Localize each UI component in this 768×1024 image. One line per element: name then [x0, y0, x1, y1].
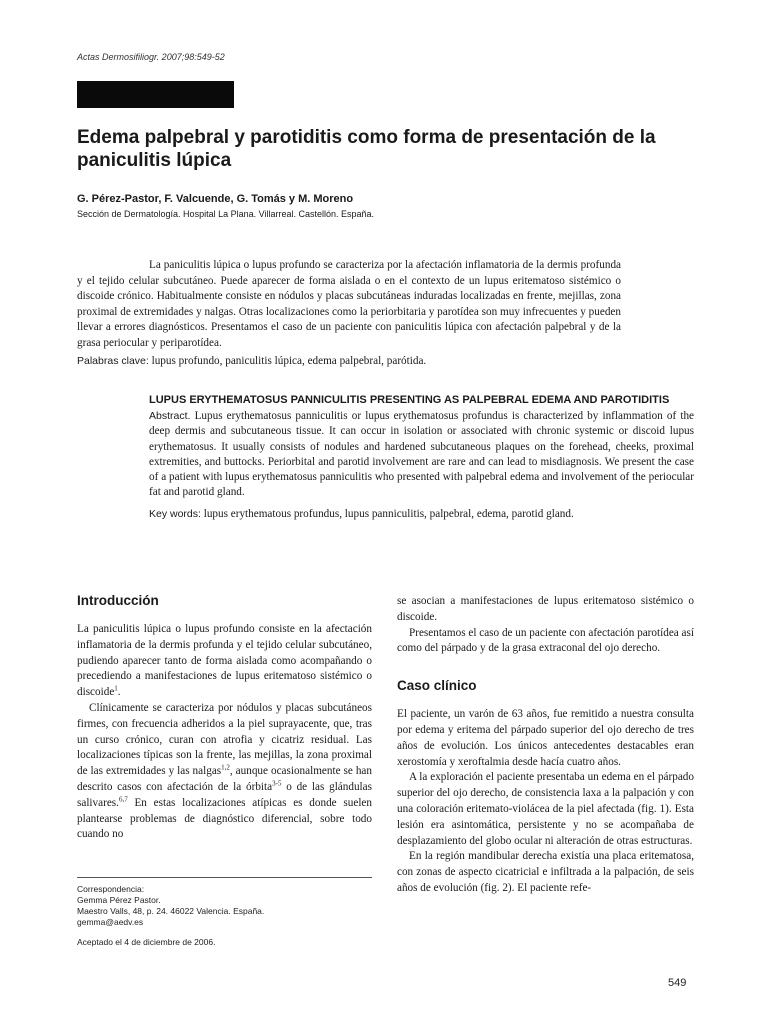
article-title: Edema palpebral y parotiditis como forma de presentación de la paniculitis lúpica	[77, 127, 656, 171]
key-words-label: Key words:	[149, 507, 201, 520]
intro-paragraph-2: Clínicamente se caracteriza por nódulos y placas subcutáneos firmes, con frecuencia adheridos a la piel suprayacente, que, tras un curso crónico, curan con atrofia y cicatriz residual. Las localizaciones típicas son la frente, las mejillas, la zona proximal de las extremidades y las nalgas$^{1,2}$, aunque ocasionalmente se han descrito casos con afectación de la órbita$^{3-5}$ o de las glándulas salivares.$^{6,7}$ En estas localizaciones atípicas es donde suelen plantearse problemas de diagnóstico diferencial, sobre todo cuando no	[77, 701, 372, 841]
section-banner	[77, 81, 234, 108]
correspondence-label: Correspondencia:	[77, 884, 145, 894]
page-number: 549	[668, 977, 687, 989]
footnote-divider	[77, 877, 372, 878]
intro-continuation: se asocian a manifestaciones de lupus eritematoso sistémico o discoide.	[397, 595, 694, 623]
ref-sup: 3-5	[272, 779, 282, 788]
case-paragraph-1: El paciente, un varón de 63 años, fue remitido a nuestra consulta por edema y eritema del párpado superior del ojo derecho de tres años de evolución. Los únicos antecedentes destacables eran xerostomía y xeroftalmia desde hacía cuatro años.	[397, 708, 694, 768]
intro-heading: Introducción	[77, 593, 159, 608]
accepted-date: Aceptado el 4 de diciembre de 2006.	[77, 937, 216, 947]
abstract-label: Abstract.	[149, 410, 191, 422]
intro-presentation: Presentamos el caso de un paciente con afectación parotídea así como del párpado y de la grasa extraconal del ojo derecho.	[397, 626, 694, 655]
abstract-english	[149, 393, 694, 522]
abstract-spanish-text: La paniculitis lúpica o lupus profundo se caracteriza por la afectación inflamatoria de la dermis profunda y el tejido celular subcutáneo. Puede aparecer de forma aislada o en el contexto de un lupus eritematoso sistémico o discoide crónico. Habitualmente consiste en nódulos y placas subcutáneas induradas localizadas en frente, mejillas, zona proximal de extremidades y nalgas. Otras localizaciones como la periorbitaria y parotídea son muy infrecuentes y pueden llevar a errores diagnósticos. Presentamos el caso de un paciente con paniculitis lúpica con afectación palpebral y de la grasa periocular y periparotídea.	[77, 259, 621, 349]
english-abstract-text: Lupus erythematosus panniculitis or lupus erythematosus profundus is characterized by inflammation of the deep dermis and subcutaneous tissue. It can occur in isolation or associated with chronic systemic or discoid lupus erythematosus. It usually consists of nodules and hardened subcutaneous plaques on the forehead, cheeks, proximal extremities, and buttocks. Periorbital and parotid involvement are rare and can lead to misdiagnosis. We present the case of a patient with lupus erythematosus panniculitis who presented with palpebral edema and involvement of the periocular fat and parotid gland.	[149, 410, 695, 499]
case-paragraph-3: En la región mandibular derecha existía una placa eritematosa, con zonas de aspecto cicatricial e infiltrada a la palpación, de seis años de evolución (fig. 2). El paciente refe-	[397, 850, 694, 894]
abstract-spanish	[77, 258, 621, 351]
correspondence-address: Maestro Valls, 48, p. 24. 46022 Valencia. España.	[77, 906, 265, 916]
key-words-text: lupus erythematous profundus, lupus panniculitis, palpebral, edema, parotid gland.	[203, 507, 574, 520]
english-abstract	[149, 409, 694, 501]
english-title: LUPUS ERYTHEMATOSUS PANNICULITIS PRESENTING AS PALPEBRAL EDEMA AND PAROTIDITIS	[149, 394, 670, 406]
keywords-text: lupus profundo, paniculitis lúpica, edema palpebral, parótida.	[151, 355, 427, 367]
case-heading: Caso clínico	[397, 678, 477, 694]
correspondence-name: Gemma Pérez Pastor.	[77, 895, 161, 905]
correspondence-email: gemma@aedv.es	[77, 917, 144, 927]
keywords-label: Palabras clave:	[77, 355, 149, 367]
keywords-english	[149, 507, 694, 522]
journal-citation: Actas Dermosifiliogr. 2007;98:549-52	[77, 52, 225, 62]
right-column	[397, 594, 694, 897]
authors: G. Pérez-Pastor, F. Valcuende, G. Tomás y M. Moreno	[77, 193, 354, 205]
intro-paragraph-1: La paniculitis lúpica o lupus profundo consiste en la afectación inflamatoria de la dermis profunda y el tejido celular subcutáneo, pudiendo aparecer tanto de forma aislada como acompañando o precediendo a manifestaciones de lupus eritematoso sistémico o discoide$^1$.	[77, 623, 372, 699]
ref-sup: 1	[114, 684, 118, 693]
left-column	[77, 592, 372, 843]
ref-sup: 1,2	[221, 763, 230, 772]
keywords-spanish	[77, 354, 637, 369]
case-paragraph-2: A la exploración el paciente presentaba un edema en el párpado superior del ojo derecho, de consistencia laxa a la palpación y con una coloración eritemato-violácea de la piel afectada (fig. 1). Esta lesión era asintomática, persistente y no se acompañaba de desplazamiento del globo ocular ni alteración de otras estructuras.	[397, 771, 694, 847]
affiliation: Sección de Dermatología. Hospital La Plana. Villarreal. Castellón. España.	[77, 209, 374, 219]
ref-sup: 6,7	[118, 795, 128, 804]
correspondence-footnote	[77, 884, 264, 928]
